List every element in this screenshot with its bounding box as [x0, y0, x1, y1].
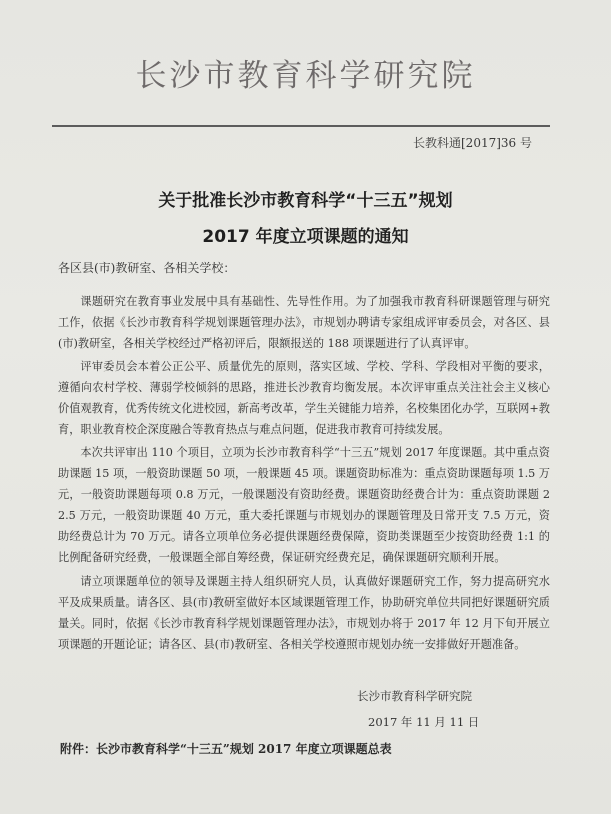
- body-paragraph-3: 本次共评审出 110 个项目，立项为长沙市教育科学“十三五”规划 2017 年度课题。其中重点资助课题 15 项，一般资助课题 50 项，一般课题 45 项。课题资助标准为：重点资助课题每项 1.5 万元，一般资助课题每项 0.8 万元，一般课题没有资助经费。课题资助经费合计为：重点资助课题 22.5 万元，一般资助课题 40 万元，重大委托课题与市规划办的课题管理及日常开支 7.5 万元，资助经费总计为 70 万元。请各立项单位务必提供课题经费保障，资助类课题至少按资助经费 1:1 的比例配备研究经费，一般课题全部自筹经费，保证研究经费充足，确保课题研究顺利开展。: [58, 446, 550, 564]
- letterhead-organization: 长沙市教育科学研究院: [135, 58, 476, 94]
- attachment-label: 附件：: [60, 742, 97, 756]
- document-title-line-1: 关于批准长沙市教育科学“十三五”规划: [158, 191, 453, 211]
- document-number: 长教科通[2017]36 号: [413, 136, 532, 150]
- body-paragraph-4: 请立项课题单位的领导及课题主持人组织研究人员，认真做好课题研究工作，努力提高研究水平及成果质量。请各区、县(市)教研室做好本区域课题管理工作，协助研究单位共同把好课题研究质量关。同时，依据《长沙市教育科学规划课题管理办法》，市规划办将于 2017 年 12 月下旬开展立项课题的开题论证；请各区、县(市)教研室、各相关学校遵照市规划办统一安排做好开题准备。: [58, 575, 550, 651]
- body-paragraph-2: 评审委员会本着公正公平、质量优先的原则，落实区域、学校、学科、学段相对平衡的要求，遵循向农村学校、薄弱学校倾斜的思路，推进长沙教育均衡发展。本次评审重点关注社会主义核心价值观教育，优秀传统文化进校园，新高考改革，学生关键能力培养，名校集团化办学，互联网+教育，职业教育校企深度融合等教育热点与难点问题，促进我市教育可持续发展。: [58, 360, 550, 436]
- attachment-line: [60, 740, 392, 757]
- salutation: 各区县(市)教研室、各相关学校：: [58, 261, 236, 275]
- document-title-line-2: 2017 年度立项课题的通知: [202, 227, 409, 247]
- body-paragraph-1: 课题研究在教育事业发展中具有基础性、先导性作用。为了加强我市教育科研课题管理与研究工作，依据《长沙市教育科学规划课题管理办法》，市规划办聘请专家组成评审委员会，对各区、县(市)教研室，各相关学校经过严格初评后，限额报送的 188 项课题进行了认真评审。: [58, 295, 550, 350]
- letterhead-rule: [52, 125, 550, 127]
- attachment-text: 长沙市教育科学“十三五”规划 2017 年度立项课题总表: [96, 742, 392, 756]
- signature-organization: 长沙市教育科学研究院: [357, 689, 472, 703]
- signature-date: 2017 年 11 月 11 日: [368, 715, 480, 729]
